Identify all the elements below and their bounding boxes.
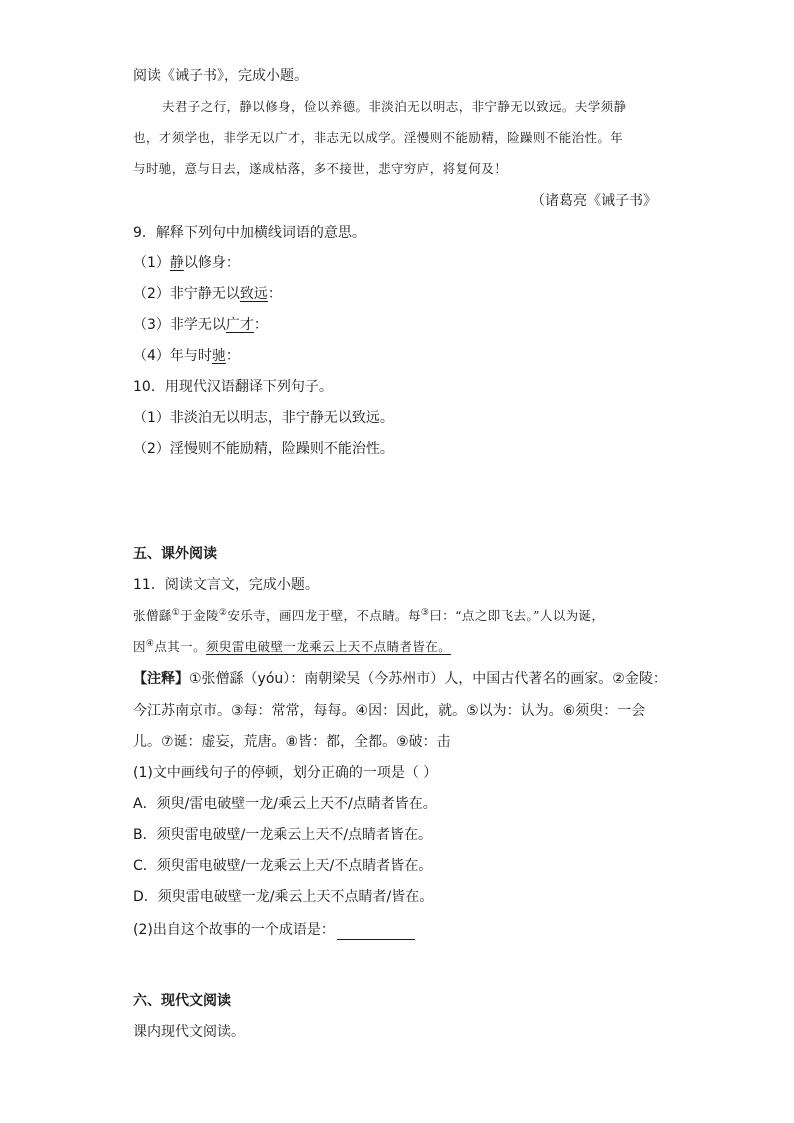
- passage-source: （诸葛亮《诫子书》: [531, 193, 657, 209]
- section6-heading: 六、现代文阅读: [133, 993, 231, 1009]
- classical-text-line-1: 张僧繇①于金陵②安乐寺，画四龙于壁，不点睛。每③曰：“点之即飞去。”人以为诞，: [133, 607, 605, 623]
- q9-title: 9．解释下列句中加横线词语的意思。: [133, 225, 366, 241]
- q11-title: 11．阅读文言文，完成小题。: [133, 577, 319, 593]
- q9-item-1: （1）静以修身：: [133, 255, 240, 271]
- option-d: D．须臾雷电破壁一龙/乘云上天不点睛者/皆在。: [133, 889, 434, 905]
- underlined-sentence: 须臾雷电破壁一龙乘云上天不点睛者皆在。: [205, 639, 452, 654]
- notes-line-3: 儿。⑦诞：虚妄，荒唐。⑧皆：都，全都。⑨破：击: [133, 734, 451, 750]
- passage-line-3: 与时驰，意与日去，遂成枯落，多不接世，悲守穷庐，将复何及！: [133, 161, 508, 176]
- intro-line: 阅读《诫子书》，完成小题。: [133, 68, 308, 84]
- section5-heading: 五、课外阅读: [133, 546, 217, 562]
- section6-intro: 课内现代文阅读。: [133, 1024, 245, 1040]
- answer-blank[interactable]: [337, 925, 415, 940]
- q10-item-1: （1）非淡泊无以明志，非宁静无以致远。: [133, 410, 394, 426]
- q10-title: 10．用现代汉语翻译下列句子。: [133, 379, 333, 395]
- classical-text-line-2: 因④点其一。须臾雷电破壁一龙乘云上天不点睛者皆在。: [133, 638, 452, 654]
- q9-item-3: （3）非学无以广才：: [133, 317, 268, 333]
- option-c: C．须臾雷电破壁/一龙乘云上天/不点睛者皆在。: [133, 858, 433, 874]
- sub2-line: (2)出自这个故事的一个成语是：: [133, 920, 415, 940]
- sub1-title: (1)文中画线句子的停顿，划分正确的一项是（ ）: [133, 765, 438, 781]
- passage-line-2: 也，才须学也，非学无以广才，非志无以成学。淫慢则不能励精，险躁则不能治性。年: [133, 130, 624, 145]
- q9-item-4: （4）年与时驰：: [133, 348, 240, 364]
- notes-line-1: 【注释】①张僧繇（yóu）：南朝梁吴（今苏州市）人，中国古代著名的画家。②金陵：: [133, 671, 667, 687]
- notes-line-2: 今江苏南京市。③每：常常，每每。④因：因此，就。⑤以为：认为。⑥须臾：一会: [133, 703, 646, 719]
- q10-item-2: （2）淫慢则不能励精，险躁则不能治性。: [133, 441, 394, 457]
- option-b: B．须臾雷电破壁/一龙乘云上天不/点睛者皆在。: [133, 827, 433, 843]
- option-a: A．须臾/雷电破壁一龙/乘云上天不/点睛者皆在。: [133, 796, 437, 812]
- q9-item-2: （2）非宁静无以致远：: [133, 286, 282, 302]
- passage-line-1: 夫君子之行，静以修身，俭以养德。非淡泊无以明志，非宁静无以致远。夫学须静: [162, 99, 627, 114]
